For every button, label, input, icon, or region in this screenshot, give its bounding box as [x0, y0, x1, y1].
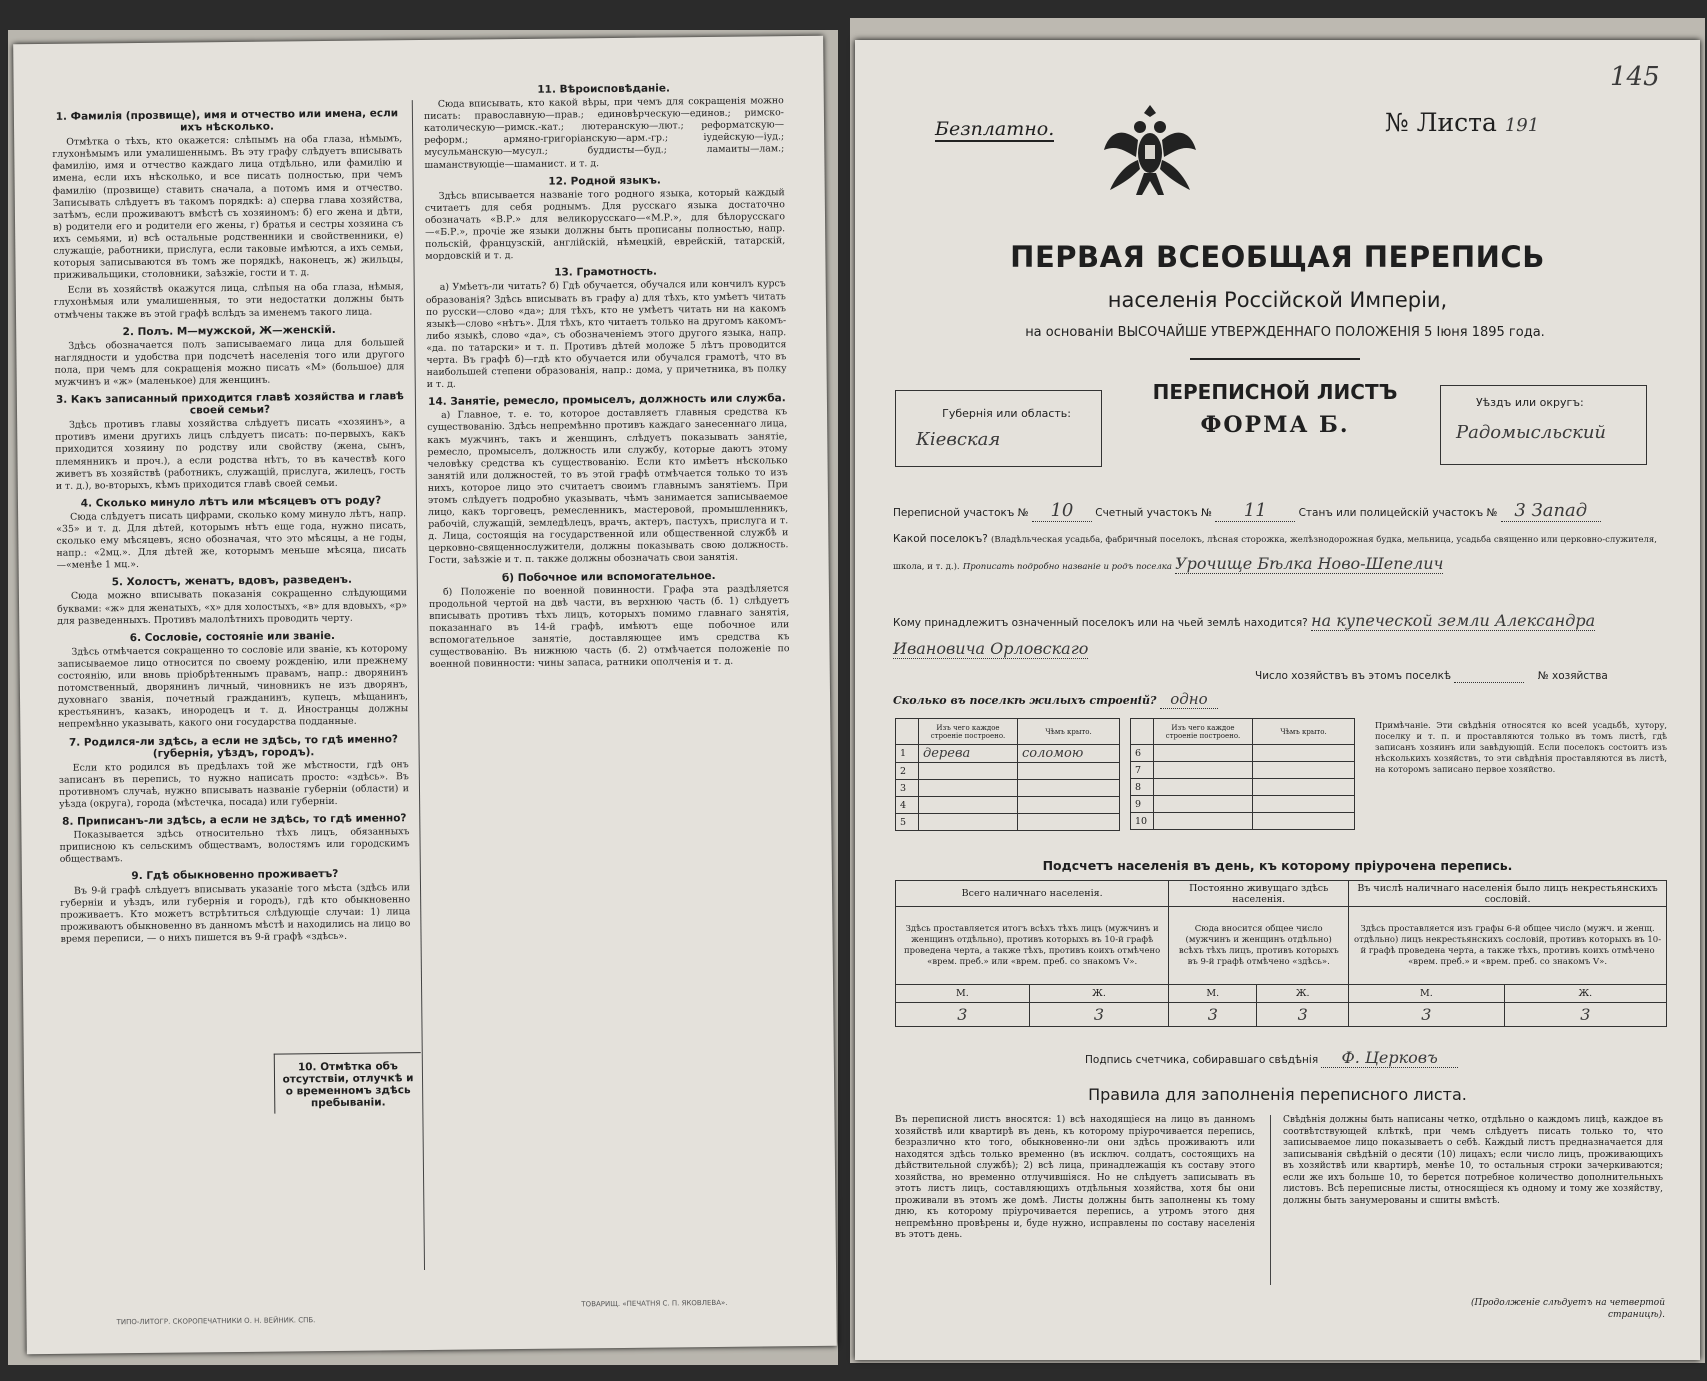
building-material: [919, 780, 1018, 797]
census-form-page: [855, 40, 1700, 1360]
buildings-roof-header-2: Чѣмъ крыто.: [1253, 719, 1355, 745]
farms-line: [1255, 670, 1675, 683]
building-number: 6: [1131, 745, 1154, 762]
buildings-table-right: [1130, 718, 1355, 830]
building-row: [896, 763, 1120, 780]
count-column-title: Постоянно живущаго здѣсь населенія.: [1169, 881, 1349, 907]
section-paragraph: Въ 9-й графѣ слѣдуетъ вписывать указаніе того мѣста (здѣсь или губерніи и уѣздъ, или губернія и городъ), гдѣ кто обыкновенно проживаетъ. Кто можетъ встрѣтиться слѣдующіе случаи: 1) лица проживаютъ обыкновенно въ данномъ мѣстѣ и находились на лицо во время переписи, — о нихъ пишется въ 9-й графѣ «здѣсь».: [60, 881, 411, 945]
uezd-box: [1440, 385, 1647, 465]
buildings-line: [893, 690, 1218, 708]
district-line: [893, 500, 1673, 522]
double-headed-eagle-emblem: [1100, 95, 1200, 205]
building-row: [1131, 745, 1355, 762]
counter-value: 11: [1215, 500, 1295, 522]
building-roof: [1018, 814, 1120, 831]
buildings-label: Сколько въ поселкѣ жилыхъ строеній?: [893, 694, 1157, 707]
farms-value-blank: [1454, 670, 1524, 683]
female-header: Ж.: [1257, 985, 1349, 1003]
count-column-description: Здѣсь проставляется изъ графы 6-й общее число (мужч. и женщ. отдѣльно) лицъ некрестьянскихъ сословій, противъ которыхъ въ 10-й графѣ проведена черта, а также тѣхъ, противъ коихъ отмѣчено «врем. преб.» и «врем. преб. со знакомъ V».: [1349, 907, 1667, 985]
section-paragraph: Сюда вписывать, кто какой вѣры, при чемъ для сокращенія можно писать: православную—прав.; единовѣрческую—единов.; римско-католическую—римск.-кат.; лютеранскую—лют.; реформатскую—реформ.; армяно-григоріанскую—арм.-гр.; іудейскую—іуд.; мусульманскую—мусул.; буддисты—буд.; ламаиты—лам.; шаманствующіе—шаманист. и т. д.: [423, 95, 785, 171]
section-heading: 12. Родной языкъ.: [548, 174, 661, 188]
female-header: Ж.: [1029, 985, 1169, 1003]
section-heading: 2. Полъ. М—мужской, Ж—женскій.: [122, 323, 336, 338]
owner-value: на купеческой земли Александра Ивановича Орловскаго: [893, 611, 1596, 658]
legal-basis: на основаніи ВЫСОЧАЙШЕ УТВЕРЖДЕННАГО ПОЛОЖЕНІЯ 5 Іюня 1895 года.: [1025, 325, 1545, 340]
section-paragraph: Здѣсь вписывается названіе того родного языка, который каждый считаетъ для себя роднымъ. Для русскаго языка достаточно обозначать «В.Р.» для великорусскаго—«М.Р.», для бѣлорусскаго—«Б.Р.», прочіе же языки должны быть прописаны полностью, напр. польскій, французскій, англійскій, нѣмецкій, еврейскій, татарскій, мордовскій и т. д.: [424, 186, 786, 263]
section-heading: 3. Какъ записанный приходится главѣ хозяйства и главѣ своей семьи?: [55, 390, 404, 417]
signature-label: Подпись счетчика, собиравшаго свѣдѣнія: [1085, 1054, 1319, 1066]
section-heading: 7. Родился-ли здѣсь, а если не здѣсь, то гдѣ именно? (губернія, уѣздъ, городъ).: [68, 732, 399, 760]
section-heading: 11. Вѣроисповѣданіе.: [537, 82, 671, 96]
printer-mark-left: ТИПО-ЛИТОГР. СКОРОПЕЧАТНИКИ О. Н. ВЕЙНИК. СПБ.: [116, 1316, 316, 1327]
signature-value: Ф. Церковъ: [1321, 1048, 1457, 1068]
buildings-material-header-2: Изъ чего каждое строеніе построено.: [1154, 719, 1253, 745]
section-paragraph: Если въ хозяйствѣ окажутся лица, слѣпыя на оба глаза, нѣмыя, глухонѣмыя или умалишенныя, то эти недостатки должны быть отмѣчены также въ этой графѣ вслѣдъ за именемъ такого лица.: [53, 281, 404, 321]
building-row: [1131, 796, 1355, 813]
counter-label: Счетный участокъ №: [1095, 507, 1212, 519]
settlement-line: [893, 527, 1673, 579]
stan-label: Станъ или полицейскій участокъ №: [1298, 507, 1498, 519]
absence-heading: 10. Отмѣтка объ отсутствіи, отлучкѣ и о временномъ здѣсь пребываніи.: [282, 1060, 414, 1110]
section-heading: 6. Сословіе, состояніе или званіе.: [129, 629, 336, 644]
section-paragraph: Показывается здѣсь относительно тѣхъ лицъ, обязанныхъ приписною къ сельскимъ обществамъ, волостямъ или городскимъ обществамъ.: [59, 826, 410, 866]
female-header: Ж.: [1504, 985, 1666, 1003]
building-row: [1131, 762, 1355, 779]
sheet-number: [1385, 108, 1539, 137]
gubernia-value: Кіевская: [916, 429, 1001, 450]
main-title: ПЕРВАЯ ВСЕОБЩАЯ ПЕРЕПИСЬ: [1010, 240, 1545, 274]
building-number: 8: [1131, 779, 1154, 796]
section-paragraph: Если кто родился въ предѣлахъ той же мѣстности, гдѣ онъ записанъ въ перепись, то нужно написать просто: «здѣсь». Въ противномъ случаѣ, нужно вписывать названіе губерніи (области) и уѣзда (округа), города (мѣстечка, посада) или губерніи.: [58, 758, 410, 810]
building-number: 10: [1131, 813, 1154, 830]
building-material: [919, 763, 1018, 780]
male-count: 3: [896, 1003, 1030, 1027]
district-value: 10: [1032, 500, 1092, 522]
building-material: дерева: [919, 745, 1018, 763]
building-number: 4: [896, 797, 919, 814]
sheet-number-label: № Листа: [1385, 108, 1497, 137]
building-roof: соломою: [1018, 745, 1120, 763]
settlement-value: Урочище Бѣлка Ново-Шепелич: [1175, 554, 1444, 573]
buildings-note: Примѣчаніе. Эти свѣдѣнія относятся ко всей усадьбѣ, хутору, поселку и т. п. и проставляются только въ томъ листѣ, гдѣ записанъ хозяинъ или завѣдующій. Если поселокъ состоитъ изъ нѣсколькихъ хозяйствъ, то эти свѣдѣнія проставляются въ листѣ, на которомъ записано первое хозяйство.: [1375, 720, 1667, 774]
section-paragraph: а) Главное, т. е. то, которое доставляетъ главныя средства къ существованію. Здѣсь непремѣнно противъ каждаго занесеннаго лица, какъ мужчинъ, такъ и женщинъ, слѣдуетъ показывать занятіе, ремесло, промыселъ, должность или службу, которые даютъ этому человѣку средства къ существованію. Если кто имѣетъ нѣсколько занятій или должностей, то въ этой графѣ отмѣчается только то изъ нихъ, которое лицо это считаетъ своимъ главнымъ занятіемъ. При этомъ слѣдуетъ подробно указывать, чѣмъ занимается записываемое лицо, какъ торговецъ, ремесленникъ, мастеровой, промышленникъ, рабочій, служащій, земледѣлецъ, врачъ, актеръ, пастухъ, прислуга и т. д. Лица, состоящія на государственной или общественной службѣ и церковно-священнослужители, должны показывать свою должность. Гости, заѣзжіе и т. п. также должны обозначать свои занятія.: [427, 406, 789, 567]
owner-label: Кому принадлежитъ означенный поселокъ или на чьей землѣ находится?: [893, 617, 1308, 629]
free-label: Безплатно.: [935, 118, 1055, 140]
section-heading: 8. Приписанъ-ли здѣсь, а если не здѣсь, то гдѣ именно?: [62, 812, 407, 828]
buildings-value: одно: [1160, 690, 1217, 709]
signature-line: [1085, 1048, 1458, 1067]
buildings-roof-header: Чѣмъ крыто.: [1018, 719, 1120, 745]
building-row: [1131, 813, 1355, 830]
rules-divider: [1270, 1115, 1271, 1285]
section-paragraph: Здѣсь отмѣчается сокращенно то сословіе или званіе, къ которому записываемое лицо относится по своему рожденію, или прежнему состоянію, или вновь пріобрѣтеннымъ правамъ, напр.: дворянинъ потомственный, дворянинъ личный, чиновникъ не изъ дворянъ, духовнаго званія, почетный гражданинъ, купецъ, мѣщанинъ, крестьянинъ, казакъ, инородецъ и т. д. Иностранцы должны непремѣнно указывать, какого они государства подданные.: [57, 643, 409, 731]
absence-box: [274, 1052, 422, 1114]
building-number: 5: [896, 814, 919, 831]
building-number: 2: [896, 763, 919, 780]
form-title: ФОРМА Б.: [1200, 412, 1350, 438]
uezd-value: Радомысльский: [1456, 422, 1607, 443]
uezd-label: Уѣздъ или округъ:: [1476, 396, 1584, 409]
instructions-column-1: [52, 102, 411, 949]
population-count-table: [895, 880, 1667, 1027]
building-number: 1: [896, 745, 919, 763]
section-heading: 14. Занятіе, ремесло, промыселъ, должность или служба.: [428, 392, 786, 409]
female-count: 3: [1029, 1003, 1169, 1027]
gubernia-label: Губернія или область:: [942, 407, 1071, 420]
section-paragraph: Сюда слѣдуетъ писать цифрами, сколько кому минуло лѣтъ, напр. «35» и т. д. Для дѣтей, которымъ нѣтъ еще года, нужно писать, сколько ему мѣсяцевъ, ясно обозначая, что это мѣсяцы, а не годы, напр.: «2мц.». Для дѣтей же, которымъ меньше мѣсяца, писать—«менѣе 1 мц.».: [56, 508, 407, 572]
building-row: [896, 780, 1120, 797]
building-row: [896, 745, 1120, 763]
rules-title: Правила для заполненія переписного листа.: [1088, 1085, 1467, 1104]
section-paragraph: а) Умѣетъ-ли читать? б) Гдѣ обучается, обучался или кончилъ курсъ образованія? Здѣсь вписывать въ графу а) для тѣхъ, кто умѣетъ читать по русски—слово «да»; для тѣхъ, кто не умѣетъ читать ни на какомъ языкѣ—слово «нѣтъ». Для тѣхъ, кто читаетъ только на другомъ какомъ-либо языкѣ, слово «да», съ обозначеніемъ этого другого языка, напр. «да. по татарски» и т. п. Противъ дѣтей моложе 5 лѣтъ проводится черта. Въ графѣ б)—гдѣ кто обучается или обучался грамотѣ, что въ наибольшей степени образованія, напр.: дома, у причетника, въ полку и т. д.: [425, 278, 787, 391]
building-row: [896, 814, 1120, 831]
building-roof: [1018, 780, 1120, 797]
male-header: М.: [1349, 985, 1505, 1003]
printer-mark-right: ТОВАРИЩ. «ПЕЧАТНЯ С. П. ЯКОВЛЕВА».: [581, 1298, 728, 1309]
count-column-title: Всего наличнаго населенія.: [896, 881, 1169, 907]
settlement-hint-2: Прописать подробно названіе и родъ поселка: [962, 562, 1172, 572]
section-heading: 13. Грамотность.: [554, 265, 658, 279]
building-roof: [1018, 797, 1120, 814]
building-number: 7: [1131, 762, 1154, 779]
male-count: 3: [1169, 1003, 1257, 1027]
sheet-title: ПЕРЕПИСНОЙ ЛИСТЪ: [1152, 380, 1398, 404]
count-column-description: Здѣсь проставляется итогъ всѣхъ тѣхъ лицъ (мужчинъ и женщинъ отдѣльно), противъ которыхъ въ 10-й графѣ проведена черта, а также тѣхъ, противъ коихъ отмѣчено «врем. преб.» или «врем. преб. со знакомъ V».: [896, 907, 1169, 985]
section-heading: 9. Гдѣ обыкновенно проживаетъ?: [131, 868, 339, 883]
rules-right-column: Свѣдѣнія должны быть написаны четко, отдѣльно о каждомъ лицѣ, каждое въ соотвѣтствующей клѣткѣ, при чемъ слѣдуетъ писать только то, что записываемое лицо показываетъ о себѣ. Каждый листъ предназначается для записыванія свѣдѣній о десяти (10) лицахъ; если число лицъ, проживающихъ въ хозяйствѣ или квартирѣ, менѣе 10, то остальныя строки зачеркиваются; если же ихъ больше 10, то берется потребное количество дополнительныхъ листовъ. Всѣ переписные листы, относящіеся къ одному и тому же хозяйству, должны быть занумерованы и сшиты вмѣстѣ.: [1283, 1115, 1663, 1206]
section-paragraph: Здѣсь обозначается полъ записываемаго лица для большей наглядности и удобства при подсчетѣ населенія того или другого пола, при чемъ для сокращенія можно писать «М» (большое) для мужчинъ и «ж» (маленькое) для женщинъ.: [54, 336, 405, 388]
section-paragraph: Отмѣтка о тѣхъ, кто окажется: слѣпымъ на оба глаза, нѣмымъ, глухонѣмымъ или умалишеннымъ. Въ эту графу слѣдуетъ вписывать фамилію, имя и отчество каждаго лица отдѣльно, или фамилію и имена, если ихъ нѣсколько, и все писать полностью, при чемъ фамилію (прозвище) ставить сначала, а потомъ имя и отчество. Записывать слѣдуетъ въ такомъ порядкѣ: а) сперва глава хозяйства, затѣмъ, если проживаютъ вмѣстѣ съ хозяиномъ: б) его жена и дѣти, в) родители его и родители его жены, г) братья и сестры хозяина съ ихъ семьями, и) всѣ остальные родственники и свойственники, е) служащіе, работники, прислуга, если таковые имѣются, а ихъ семьи, которыя записываются въ томъ же порядкѣ, наконецъ, ж) жильцы, приживальщики, столовники, заѣзжіе, гости и т. д.: [52, 133, 404, 282]
section-heading: 5. Холостъ, женатъ, вдовъ, разведенъ.: [111, 574, 352, 589]
section-heading: б) Побочное или вспомогательное.: [501, 569, 716, 584]
farm-number-label: № хозяйства: [1537, 670, 1608, 682]
buildings-table-left: [895, 718, 1120, 831]
building-material: [919, 814, 1018, 831]
building-row: [1131, 779, 1355, 796]
settlement-hint: (Владѣльческая усадьба, фабричный поселокъ, лѣсная сторожка, желѣзнодорожная будка, мельница, усадьба священно или церковно-служителя, школа, и т. д.).: [893, 535, 1657, 572]
section-paragraph: Сюда можно вписывать показанія сокращенно слѣдующими буквами: «ж» для женатыхъ, «х» для холостыхъ, «в» для вдовыхъ, «р» для разведенныхъ. Противъ малолѣтнихъ проводить черту.: [57, 587, 408, 627]
building-number: 9: [1131, 796, 1154, 813]
section-heading: 4. Сколько минуло лѣтъ или мѣсяцевъ отъ роду?: [80, 494, 382, 510]
sheet-number-value: 191: [1504, 115, 1540, 136]
male-count: 3: [1349, 1003, 1505, 1027]
female-count: 3: [1504, 1003, 1666, 1027]
gubernia-box: [895, 390, 1102, 467]
owner-line: [893, 608, 1673, 664]
section-paragraph: Здѣсь противъ главы хозяйства слѣдуетъ писать «хозяинъ», а противъ имени другихъ лицъ слѣдуетъ писать: по-первыхъ, какъ приходится хозяину по родству или свойству (жена, сынъ, племянникъ и проч.), а если родства нѣтъ, то въ качествѣ кого живетъ въ хозяйствѣ (работникъ, служащій, прислуга, жилецъ, гость и т. д.), во-вторыхъ, кѣмъ приходится главѣ своей семьи.: [55, 416, 406, 492]
section-paragraph: б) Положеніе по военной повинности. Графа эта раздѣляется продольной чертой на двѣ части, въ верхнюю часть (б. 1) слѣдуетъ вписывать противъ тѣхъ лицъ, которыхъ помимо главнаго занятія, показаннаго въ 14-й графѣ, имѣютъ еще побочное или вспомогательное занятіе, доставляющее имъ средства къ существованію. Въ нижнюю часть (б. 2) отмѣчается положеніе по военной повинности: чины запаса, ратники ополченія и т. д.: [428, 582, 790, 671]
farms-label: Число хозяйствъ въ этомъ поселкѣ: [1255, 670, 1452, 682]
male-header: М.: [1169, 985, 1257, 1003]
buildings-material-header: Изъ чего каждое строеніе построено.: [919, 719, 1018, 745]
male-header: М.: [896, 985, 1030, 1003]
building-roof: [1018, 763, 1120, 780]
left-instructions-page: [13, 36, 837, 1354]
count-title: Подсчетъ населенія въ день, къ которому пріурочена перепись.: [1042, 858, 1513, 873]
rules-left-column: Въ переписной листъ вносятся: 1) всѣ находящіеся на лицо въ данномъ хозяйствѣ или квартирѣ въ день, къ которому пріурочивается перепись, безразлично кто того, обыкновенно-ли они здѣсь проживаютъ или находятся здѣсь только временно (въ исключ. солдатъ, состоящихъ на дѣйствительной службѣ); 2) всѣ лица, принадлежащія къ составу этого хозяйства, но временно отлучившіяся. Но не слѣдуетъ записывать въ этотъ листъ лицъ, составляющихъ отдѣльныя хозяйства, хотя бы они проживали въ этомъ же домѣ. Листы должны быть заполнены къ тому дню, къ которому пріурочивается перепись, а утромъ этого дня непремѣнно провѣрены и, буде нужно, исправлены по составу населенія въ этотъ день.: [895, 1115, 1255, 1240]
count-column-title: Въ числѣ наличнаго населенія было лицъ некрестьянскихъ сословій.: [1349, 881, 1667, 907]
archive-mark: 145: [1610, 62, 1660, 92]
section-heading: 1. Фамилія (прозвище), имя и отчество или имена, если ихъ нѣсколько.: [55, 107, 399, 134]
instructions-column-2: [424, 76, 790, 674]
district-label: Переписной участокъ №: [893, 507, 1029, 519]
building-material: [919, 797, 1018, 814]
female-count: 3: [1257, 1003, 1349, 1027]
title-rule: [1190, 358, 1360, 360]
continued-note: (Продолженіе слѣдуетъ на четвертой страницѣ).: [1471, 1298, 1665, 1320]
building-row: [896, 797, 1120, 814]
stan-value: 3 Запад: [1501, 500, 1601, 522]
building-number: 3: [896, 780, 919, 797]
settlement-label: Какой поселокъ?: [893, 533, 988, 545]
subtitle: населенія Россійской Имперіи,: [1107, 288, 1448, 312]
count-column-description: Сюда вносится общее число (мужчинъ и женщинъ отдѣльно) всѣхъ тѣхъ лицъ, противъ которыхъ въ 9-й графѣ отмѣчено «здѣсь».: [1169, 907, 1349, 985]
